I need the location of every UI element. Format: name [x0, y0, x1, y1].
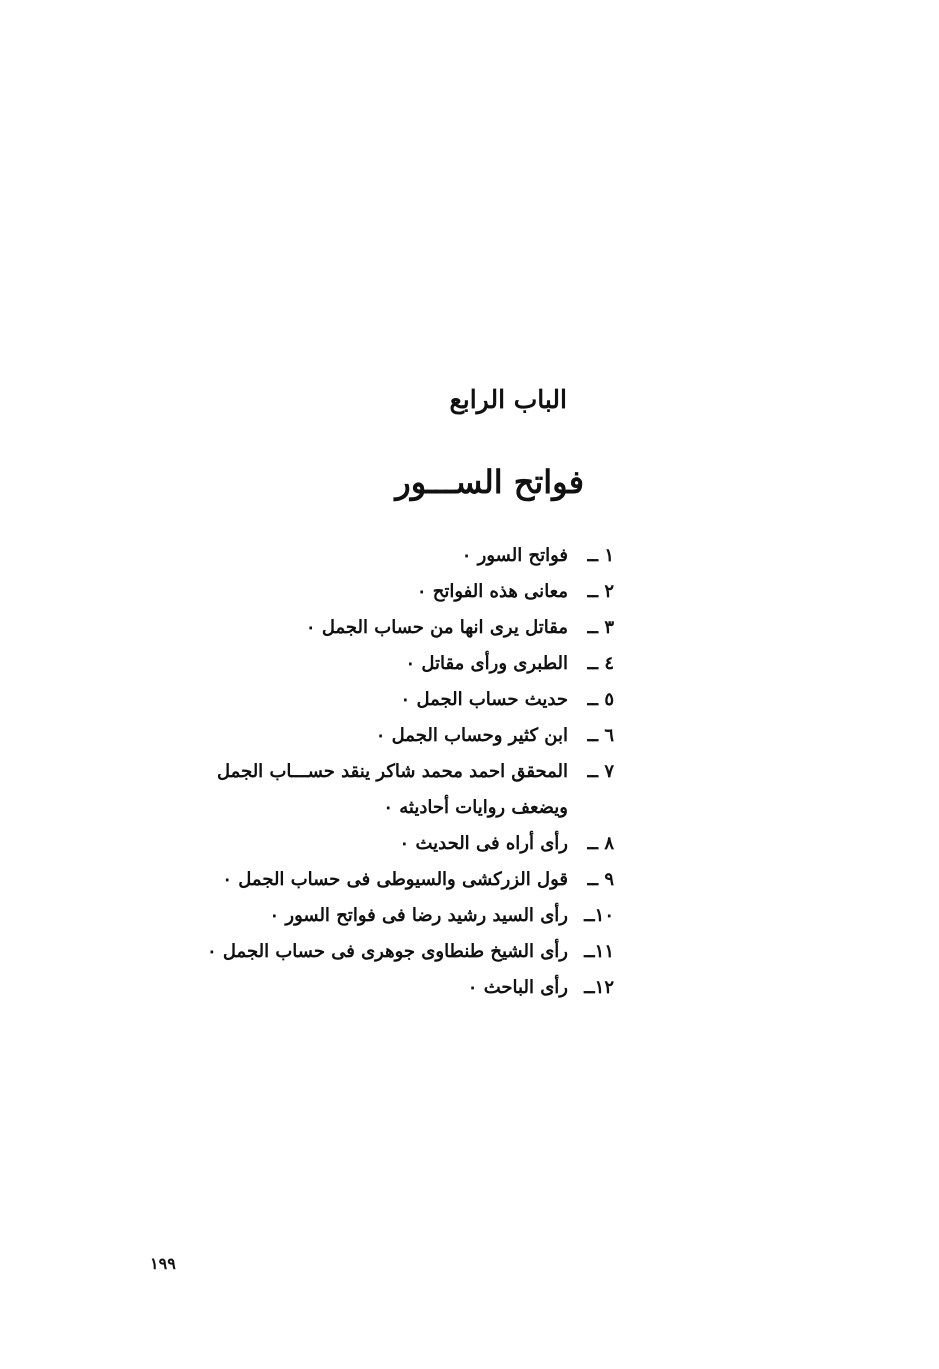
toc-item-text: رأى الشيخ طنطاوى جوهرى فى حساب الجمل ٠ — [206, 941, 568, 962]
toc-item — [144, 682, 614, 718]
toc-item-text-line-2: ويضعف روايات أحاديثه ٠ — [383, 797, 568, 818]
toc-item-number: ١١ــ — [584, 941, 614, 962]
toc-item-number: ٥ ــ — [587, 689, 614, 710]
toc-item — [144, 646, 614, 682]
toc-item-number: ٣ ــ — [587, 617, 614, 638]
toc-item-text: رأى أراه فى الحديث ٠ — [399, 833, 568, 854]
chapter-label: الباب الرابع — [449, 385, 567, 414]
toc-item-number: ٧ ــ — [587, 761, 614, 782]
toc-item-number: ٨ ــ — [587, 833, 614, 854]
toc-item — [144, 970, 614, 1006]
page-number: ١٩٩ — [150, 1254, 176, 1273]
toc-item-number: ٤ ــ — [587, 653, 614, 674]
toc-item-text-line-1: المحقق احمد محمد شاكر ينقد حســـاب الجمل — [217, 761, 568, 782]
toc-item — [144, 934, 614, 970]
toc-item — [144, 898, 614, 934]
toc-item-number: ١٢ــ — [584, 977, 614, 998]
toc-item — [144, 718, 614, 754]
toc-item-number: ٦ ــ — [587, 725, 614, 746]
toc-item-text: قول الزركشى والسيوطى فى حساب الجمل ٠ — [222, 869, 568, 890]
toc-item-text: معانى هذه الفواتح ٠ — [416, 581, 568, 602]
toc-item — [144, 574, 614, 610]
toc-item — [144, 826, 614, 862]
toc-item-number: ١٠ــ — [584, 905, 614, 926]
toc-item-text: رأى الباحث ٠ — [467, 977, 568, 998]
toc-item-text: فواتح السور ٠ — [461, 545, 568, 566]
toc-item-text — [217, 754, 568, 826]
toc-item-number: ١ ــ — [587, 545, 614, 566]
toc-item — [144, 538, 614, 574]
toc-item — [144, 862, 614, 898]
toc-item-text: رأى السيد رشيد رضا فى فواتح السور ٠ — [269, 905, 568, 926]
table-of-contents — [144, 538, 614, 1006]
toc-item — [144, 610, 614, 646]
toc-item-text: حديث حساب الجمل ٠ — [400, 689, 568, 710]
toc-item-number: ٢ ــ — [587, 581, 614, 602]
toc-item-text: الطبرى ورأى مقاتل ٠ — [405, 653, 568, 674]
chapter-title: فواتح الســـور — [395, 463, 584, 501]
toc-item-number: ٩ ــ — [587, 869, 614, 890]
toc-item — [144, 754, 614, 826]
toc-item-text: مقاتل يرى انها من حساب الجمل ٠ — [305, 617, 568, 638]
toc-item-text: ابن كثير وحساب الجمل ٠ — [375, 725, 568, 746]
